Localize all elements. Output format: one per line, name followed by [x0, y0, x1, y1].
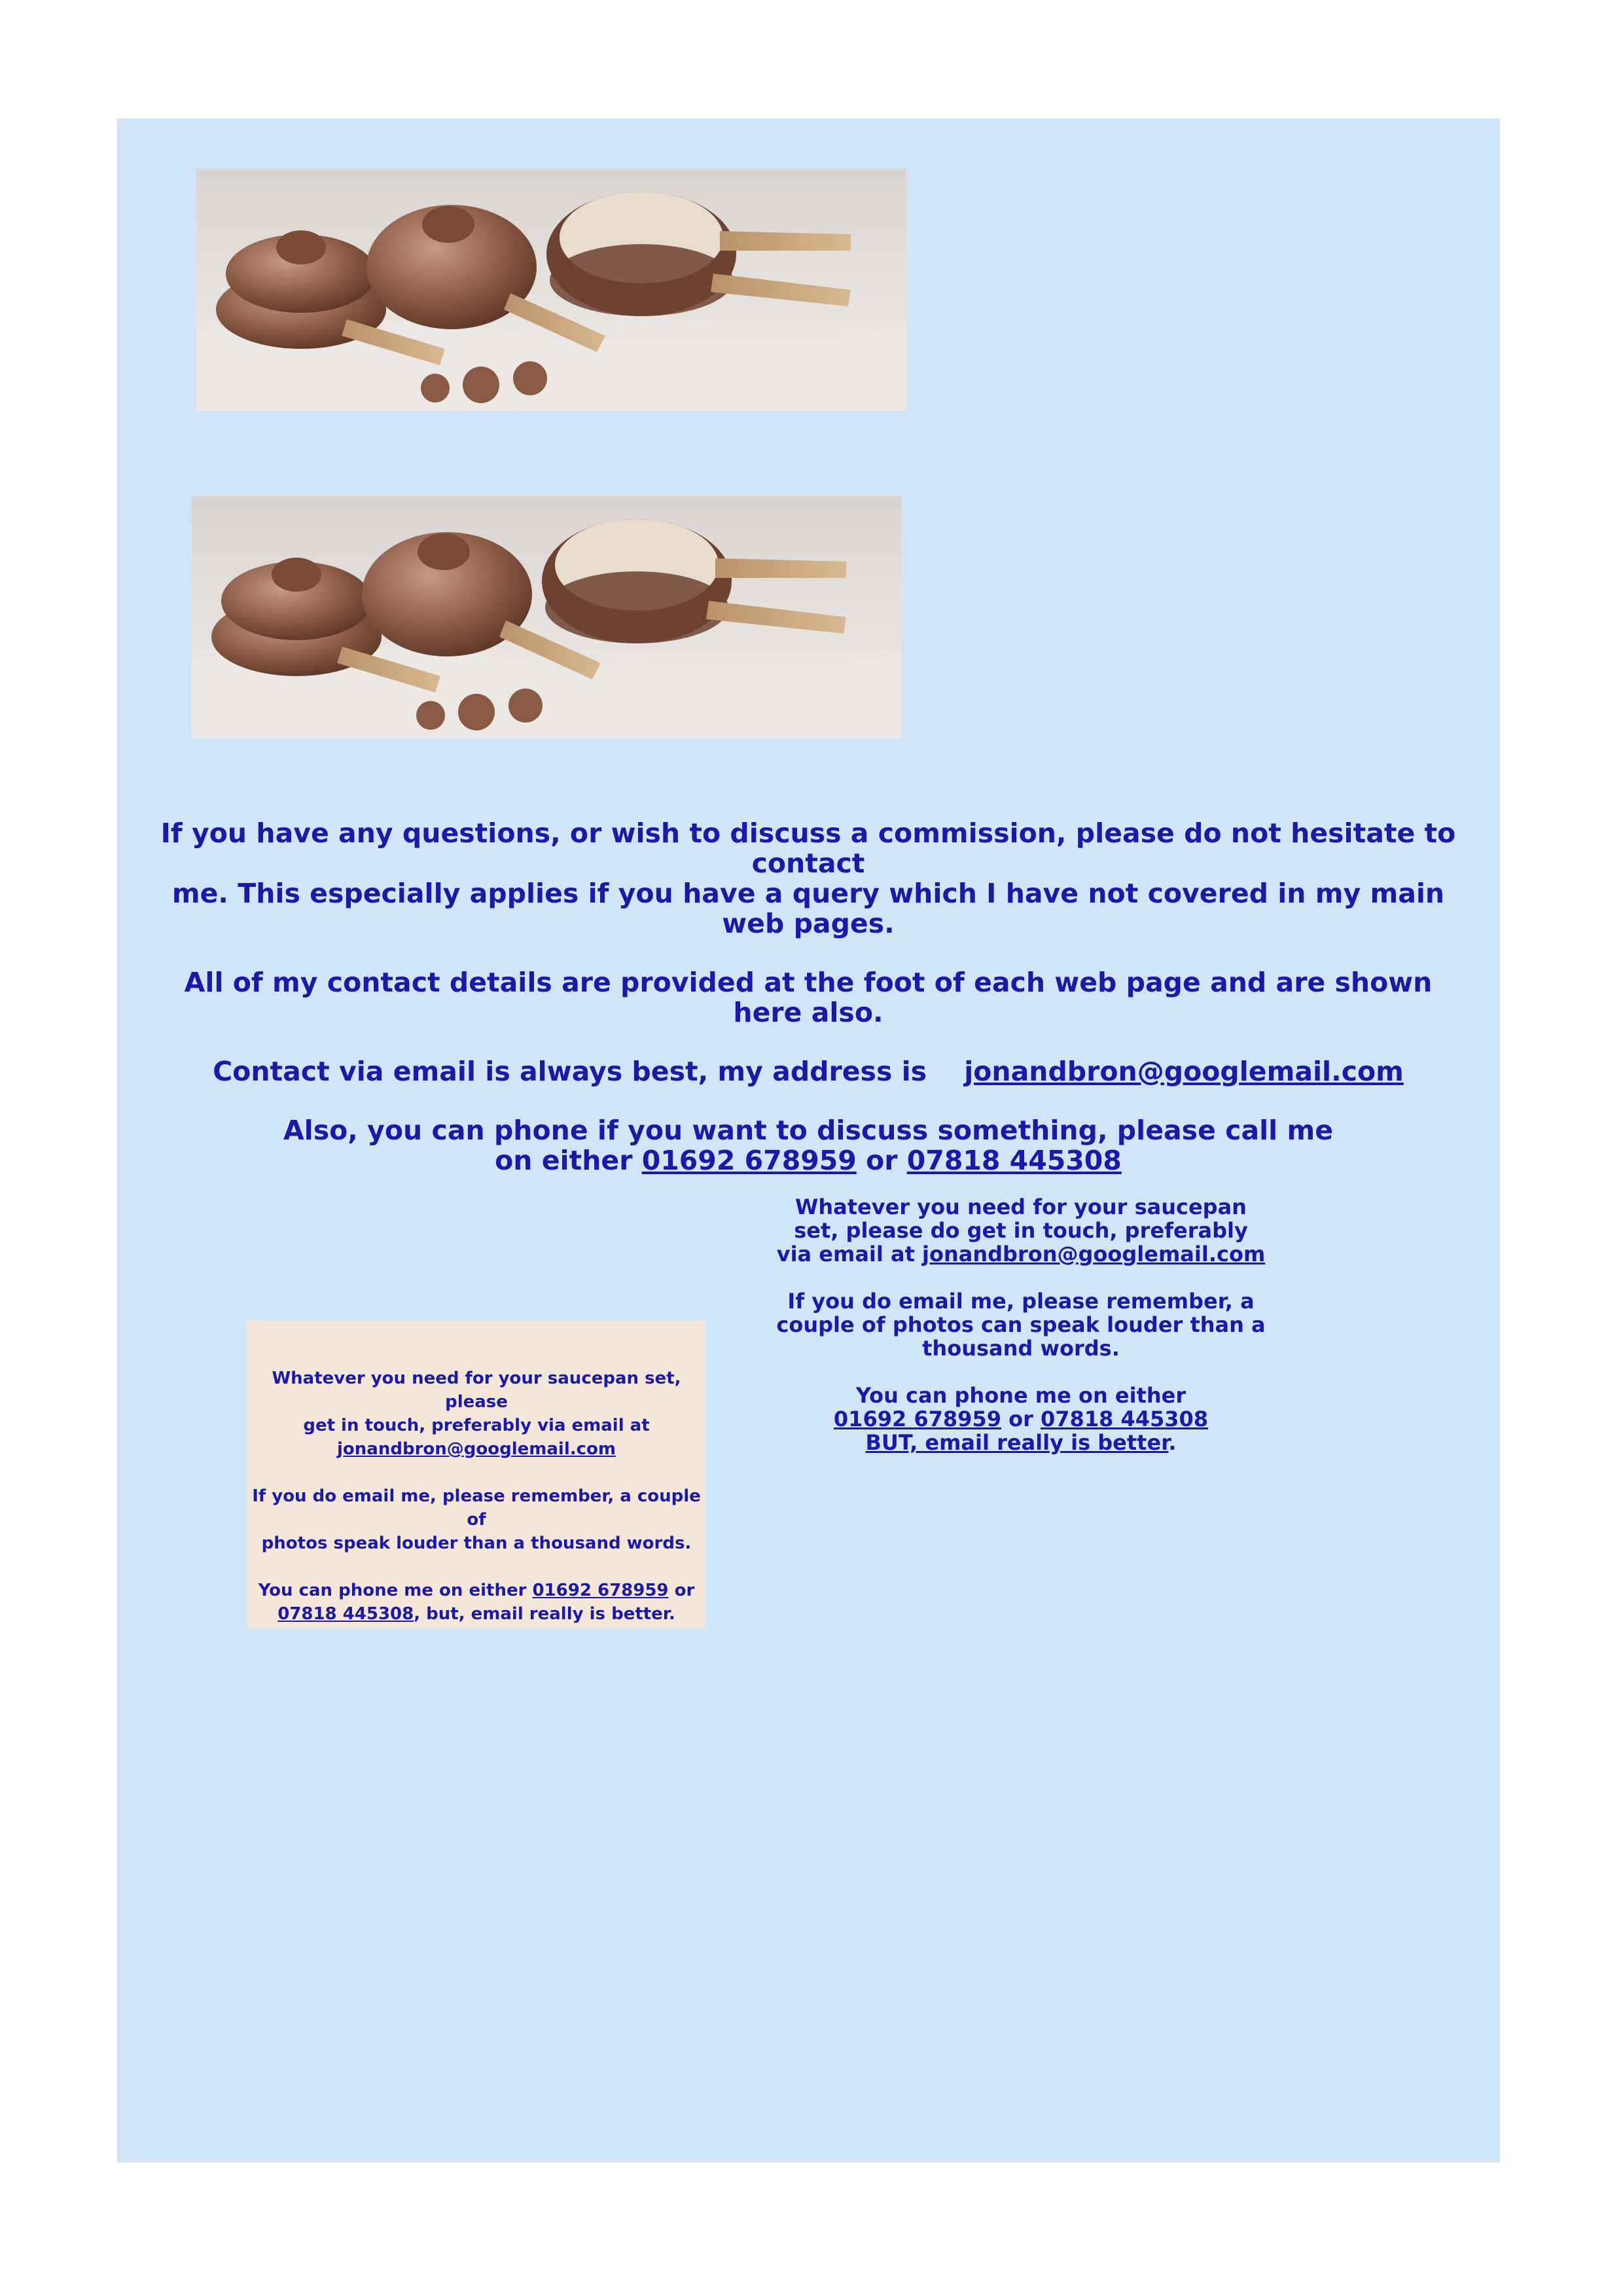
note-line-1: Whatever you need for your saucepan set, please	[272, 1369, 681, 1412]
note-phone-line	[247, 1579, 705, 1602]
summary-phone-link-landline[interactable]: 01692 678959	[833, 1407, 1001, 1431]
contact-note-box	[247, 1321, 705, 1628]
note-phone-link-mobile[interactable]: 07818 445308	[277, 1604, 414, 1624]
phone-line-prefix: on either	[495, 1145, 633, 1176]
phone-line-1: Also, you can phone if you want to discuss something, please call me	[283, 1115, 1334, 1146]
summary-line-7: You can phone me on either	[855, 1383, 1186, 1408]
saucepan-set-image	[196, 169, 906, 411]
saucepan-set-image	[192, 496, 902, 738]
phone-link-landline[interactable]: 01692 678959	[641, 1145, 857, 1176]
summary-better-line	[772, 1431, 1270, 1454]
intro-line-1: If you have any questions, or wish to discuss a commission, please do not hesitate to contact	[160, 817, 1456, 879]
summary-line-2: set, please do get in touch, preferably	[794, 1218, 1248, 1243]
note-phone-line-2	[247, 1602, 705, 1626]
summary-email-prefix: via email at	[776, 1242, 915, 1266]
summary-line-4: If you do email me, please remember, a	[787, 1289, 1255, 1314]
intro-line-2: me. This especially applies if you have a query which I have not covered in my main web pages.	[171, 878, 1445, 939]
note-email-line	[247, 1437, 705, 1461]
contact-summary-box	[772, 1195, 1270, 1454]
summary-line-3	[772, 1242, 1270, 1266]
contact-intro-section	[151, 818, 1466, 1175]
note-line-3: If you do email me, please remember, a couple of	[252, 1486, 701, 1530]
note-line-2: get in touch, preferably via email at	[303, 1416, 650, 1435]
note-email-link[interactable]: jonandbron@googlemail.com	[337, 1439, 616, 1459]
email-better-link[interactable]: BUT, email really is better	[865, 1430, 1169, 1455]
or-text: or	[1008, 1407, 1033, 1431]
email-line-prefix: Contact via email is always best, my address is	[213, 1056, 927, 1087]
or-text: or	[674, 1581, 695, 1600]
phone-line-2	[151, 1145, 1466, 1175]
summary-email-link[interactable]: jonandbron@googlemail.com	[922, 1242, 1266, 1266]
note-phone-link-landline[interactable]: 01692 678959	[532, 1581, 669, 1600]
or-text: or	[866, 1145, 898, 1176]
summary-phones	[772, 1407, 1270, 1431]
note-line-4: photos speak louder than a thousand words.	[261, 1534, 692, 1553]
email-line	[151, 1056, 1466, 1086]
summary-better-tail: .	[1168, 1430, 1177, 1455]
saucepan-photo-top	[196, 169, 906, 411]
saucepan-photo-bottom	[192, 496, 902, 738]
note-phone-prefix: You can phone me on either	[258, 1581, 527, 1600]
summary-line-1: Whatever you need for your saucepan	[795, 1194, 1247, 1219]
contact-details-note: All of my contact details are provided at the foot of each web page and are shown here also.	[184, 967, 1433, 1028]
summary-line-5: couple of photos can speak louder than a	[776, 1312, 1266, 1337]
summary-line-6: thousand words.	[922, 1336, 1120, 1361]
email-link[interactable]: jonandbron@googlemail.com	[964, 1056, 1404, 1087]
phone-link-mobile[interactable]: 07818 445308	[906, 1145, 1122, 1176]
note-tail: , but, email really is better.	[414, 1604, 675, 1624]
summary-phone-link-mobile[interactable]: 07818 445308	[1041, 1407, 1209, 1431]
